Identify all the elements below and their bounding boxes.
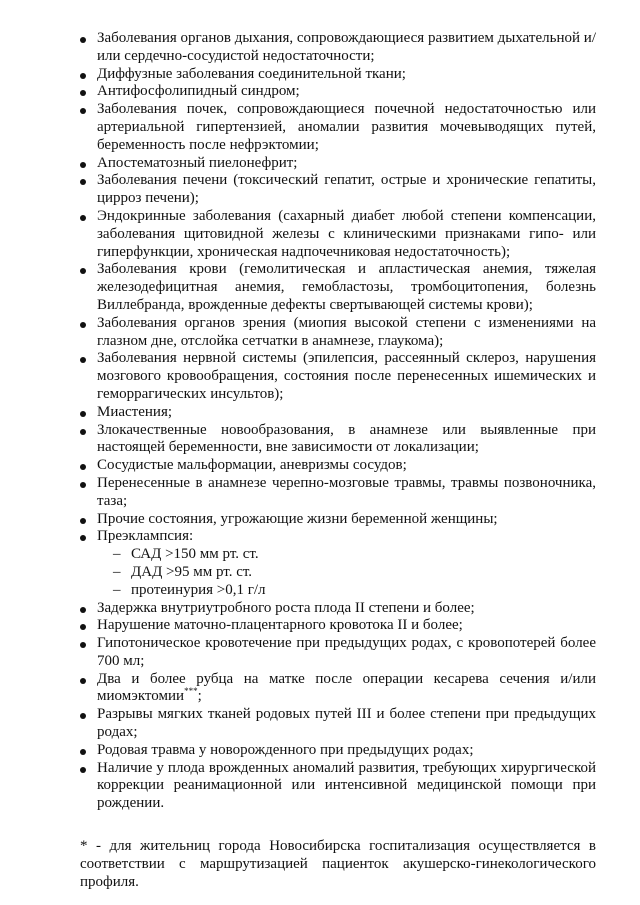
- item-text: Заболевания органов зрения (миопия высокой степени с изменениями на глазном дне, отслойка сетчатки в анамнезе, глаукома);: [97, 314, 596, 349]
- item-text: Родовая травма у новорожденного при предыдущих родах;: [97, 741, 474, 758]
- item-text: Эндокринные заболевания (сахарный диабет любой степени компенсации, заболевания щитовидной железы с клиническими признаками гипо- или гиперфункции, хроническая надпочечниковая недостаточность);: [97, 207, 596, 260]
- dash-icon: –: [113, 563, 121, 580]
- bullet-icon: [80, 162, 86, 168]
- item-text: Заболевания почек, сопровождающиеся почечной недостаточностью или артериальной гипертензией, аномалии развития мочевыводящих путей, беременность после нефрэктомии;: [97, 101, 596, 153]
- list-item: [0, 475, 640, 511]
- sub-item-text: протеинурия >0,1 г/л: [131, 581, 266, 598]
- item-text: Антифосфолипидный синдром;: [97, 83, 300, 100]
- item-text: Гипотоническое кровотечение при предыдущих родах, с кровопотерей более 700 мл;: [97, 635, 596, 669]
- list-item: [0, 350, 640, 403]
- item-text: Задержка внутриутробного роста плода II степени и более;: [97, 599, 475, 616]
- bullet-icon: [80, 678, 86, 684]
- sub-list: [97, 546, 596, 599]
- bullet-icon: [80, 482, 86, 488]
- item-tail: ;: [197, 688, 202, 705]
- list-item: [0, 617, 640, 635]
- item-text: Злокачественные новообразования, в анамнезе или выявленные при настоящей беременности, вне зависимости от локализации;: [97, 421, 596, 456]
- list-item: [0, 457, 640, 475]
- item-text: Заболевания органов дыхания, сопровождающиеся развитием дыхательной и/или сердечно-сосудистой недостаточности;: [97, 30, 596, 64]
- item-text: Преэклампсия:: [97, 528, 194, 545]
- bullet-icon: [80, 713, 86, 719]
- item-text: Апостематозный пиелонефрит;: [97, 154, 298, 171]
- sub-list-item: [0, 582, 596, 600]
- document-page: [0, 30, 640, 813]
- list-item: [0, 208, 640, 261]
- item-text: Миастения;: [97, 403, 173, 420]
- footnote-marker: ***: [184, 686, 198, 697]
- bullet-icon: [80, 518, 86, 524]
- list-item: [0, 83, 640, 101]
- bullet-icon: [80, 37, 86, 43]
- bullet-icon: [80, 642, 86, 648]
- bullet-icon: [80, 464, 86, 470]
- item-text: Заболевания нервной системы (эпилепсия, рассеянный склероз, нарушения мозгового кровообращения, состояния после перенесенных ишемических и геморрагических инсультов);: [97, 350, 596, 402]
- bullet-list: [0, 30, 640, 813]
- dash-icon: –: [113, 581, 121, 598]
- item-text: Нарушение маточно-плацентарного кровотока II и более;: [97, 617, 463, 634]
- list-item: [0, 261, 640, 314]
- item-text: Сосудистые мальформации, аневризмы сосудов;: [97, 457, 407, 474]
- item-text: Перенесенные в анамнезе черепно-мозговые травмы, травмы позвоночника, таза;: [97, 474, 596, 509]
- list-item-scar: [0, 671, 640, 707]
- list-item-preeclampsia: [0, 528, 640, 599]
- bullet-icon: [80, 767, 86, 773]
- list-item: [0, 760, 640, 813]
- item-text: Наличие у плода врожденных аномалий развития, требующих хирургической коррекции реанимационной или интенсивной медицинской помощи при рождении.: [97, 759, 596, 812]
- list-item: [0, 155, 640, 173]
- item-text: Заболевания крови (гемолитическая и апластическая анемия, тяжелая железодефицитная анемия, гемобластозы, тромбоцитопения, болезнь Виллебранда, врожденные дефекты свертывающей системы крови);: [97, 261, 596, 313]
- bullet-icon: [80, 624, 86, 630]
- bullet-icon: [80, 411, 86, 417]
- item-text: Два и более рубца на матке после операции кесарева сечения и/или миомэктомии: [97, 670, 596, 705]
- dash-icon: –: [113, 546, 121, 563]
- list-item: [0, 422, 640, 458]
- bullet-icon: [80, 749, 86, 755]
- bullet-icon: [80, 429, 86, 435]
- list-item: [0, 315, 640, 351]
- bullet-icon: [80, 108, 86, 114]
- sub-list-item: [0, 564, 596, 582]
- bullet-icon: [80, 179, 86, 185]
- sub-item-text: САД >150 мм рт. ст.: [131, 546, 259, 563]
- list-item: [0, 511, 640, 529]
- sub-list-item: [0, 546, 596, 564]
- list-item: [0, 101, 640, 154]
- footnote: * - для жительниц города Новосибирска госпитализация осуществляется в соответствии с маршрутизацией пациенток акушерско-гинекологического профиля.: [80, 838, 596, 890]
- list-item: [0, 635, 640, 671]
- list-item: [0, 30, 640, 66]
- sub-item-text: ДАД >95 мм рт. ст.: [131, 563, 253, 580]
- bullet-icon: [80, 322, 86, 328]
- bullet-icon: [80, 268, 86, 274]
- bullet-icon: [80, 90, 86, 96]
- bullet-icon: [80, 357, 86, 363]
- bullet-icon: [80, 607, 86, 613]
- list-item: [0, 66, 640, 84]
- list-item: [0, 706, 640, 742]
- bullet-icon: [80, 73, 86, 79]
- list-item: [0, 742, 640, 760]
- list-item: [0, 172, 640, 208]
- list-item: [0, 404, 640, 422]
- item-text: Заболевания печени (токсический гепатит, острые и хронические гепатиты, цирроз печени);: [97, 172, 596, 207]
- item-text: Диффузные заболевания соединительной ткани;: [97, 65, 406, 82]
- item-text: Прочие состояния, угрожающие жизни беременной женщины;: [97, 510, 498, 527]
- bullet-icon: [80, 215, 86, 221]
- item-text: Разрывы мягких тканей родовых путей III и более степени при предыдущих родах;: [97, 706, 596, 741]
- bullet-icon: [80, 535, 86, 541]
- list-item: [0, 600, 640, 618]
